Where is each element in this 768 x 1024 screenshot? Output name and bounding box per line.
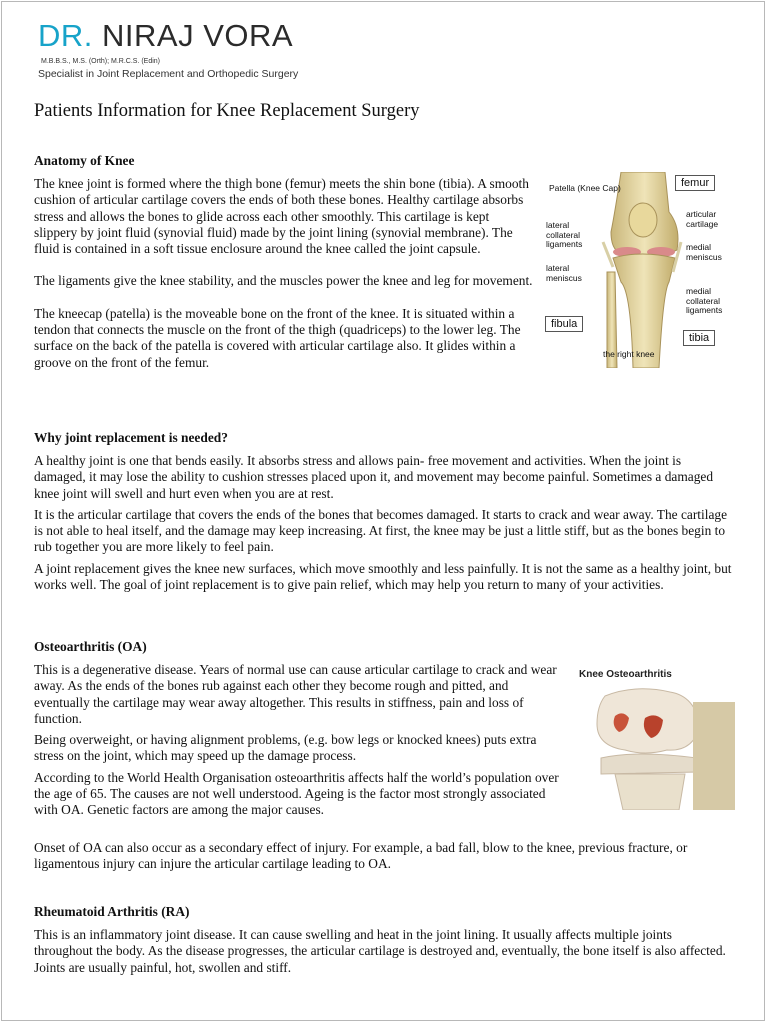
doctor-specialty: Specialist in Joint Replacement and Orthopedic Surgery [38,68,299,80]
brand-dr: DR. [38,18,93,53]
section-oa-continued [34,840,734,889]
oa-paragraph-1: This is a degenerative disease. Years of normal use can cause articular cartilage to crack and wear away. As the ends of the bones rub against each other they become rough and pitted, and eventually the cartilage may wear away altogether. This results in stiffness, pain and loss of function. [34,662,557,726]
anatomy-paragraph-3: The kneecap (patella) is the moveable bone on the front of the knee. It is situated within a tendon that connects the muscle on the front of the thigh (quadriceps) to the lower leg. The surface on the back of the patella is covered with articular cartilage also. It glides within a groove on the front of the femur. [34,305,521,370]
ra-heading: Rheumatoid Arthritis (RA) [34,904,190,919]
label-tibia: tibia [683,330,715,346]
label-medial-collateral: medial collateral ligaments [686,286,723,315]
section-anatomy [34,152,534,387]
label-lateral-meniscus: lateral meniscus [546,263,582,283]
anatomy-paragraph-2: The ligaments give the knee stability, and the muscles power the knee and leg for movement. [34,273,533,289]
why-paragraph-2: It is the articular cartilage that covers the ends of the bones that becomes damaged. It starts to crack and wear away. The cartilage is not able to heal itself, and the damage may keep increasing. At first, the knee may be just a little stiff, but as the bones begin to rub together you are more likely to feel pain. [34,506,728,555]
knee-figure-caption: the right knee [603,349,655,359]
brand-header [38,18,298,80]
section-why [34,429,734,609]
brand-name: NIRAJ VORA [102,18,294,53]
knee-osteoarthritis-figure [575,666,735,810]
osteoarthritis-illustration [575,666,735,810]
section-ra [34,903,734,992]
label-lateral-collateral: lateral collateral ligaments [546,220,583,249]
label-medial-meniscus: medial meniscus [686,242,722,262]
ra-paragraph-1: This is an inflammatory joint disease. It can cause swelling and heat in the joint lining. It usually affects multiple joints throughout the body. As the disease progresses, the articular cartilage is destroyed and, eventually, the bone itself is also affected. Joints are usually painful, hot, swollen and stiff. [34,927,726,975]
anatomy-paragraph-1: The knee joint is formed where the thigh bone (femur) meets the shin bone (tibia). A smooth cushion of articular cartilage covers the ends of both these bones. Healthy cartilage absorbs stress and allows the bones to glide across each other smoothly. This cartilage is kept slippery by joint fluid (synovial fluid) made by the joint lining (synovial membrane). The fluid is contained in a soft tissue enclosure around the knee called the joint capsule. [34,176,529,257]
oa-paragraph-2: Being overweight, or having alignment problems, (e.g. bow legs or knocked knees) puts extra stress on the joint, which may speed up the damage process. [34,732,537,764]
why-paragraph-1: A healthy joint is one that bends easily. It absorbs stress and allows pain- free movement and activities. When the joint is damaged, it may lose the ability to cushion stresses placed upon it, and movement may become painful. Sometimes a damaged knee joint will swell and hurt even when you are at rest. [34,453,714,501]
why-heading: Why joint replacement is needed? [34,430,228,445]
anatomy-heading: Anatomy of Knee [34,153,135,168]
label-fibula: fibula [545,316,583,332]
section-oa [34,638,564,824]
doctor-name [38,18,298,54]
oa-heading: Osteoarthritis (OA) [34,639,147,654]
oa-paragraph-3: According to the World Health Organisation osteoarthritis affects half the world’s population over the age of 65. The causes are not well understood. Ageing is the factor most strongly associated with OA. Genetic factors are among the major causes. [34,769,559,818]
label-articular-cartilage: articular cartilage [686,209,719,229]
label-femur: femur [675,175,715,191]
knee-anatomy-figure [541,172,741,368]
oa-figure-caption: Knee Osteoarthritis [579,669,672,680]
doctor-qualifications: M.B.B.S., M.S. (Orth); M.R.C.S. (Edin) [41,58,161,65]
label-patella: Patella (Knee Cap) [549,183,621,193]
why-paragraph-3: A joint replacement gives the knee new surfaces, which move smoothly and less painfully. It is not the same as a healthy joint, but works well. The goal of joint replacement is to give pain relief, which may help you return to many of your activities. [34,560,732,593]
document-title: Patients Information for Knee Replacement Surgery [34,101,420,121]
oa-paragraph-4: Onset of OA can also occur as a secondary effect of injury. For example, a bad fall, blow to the knee, previous fracture, or ligamentous injury can injure the articular cartilage leading to OA. [34,840,688,872]
